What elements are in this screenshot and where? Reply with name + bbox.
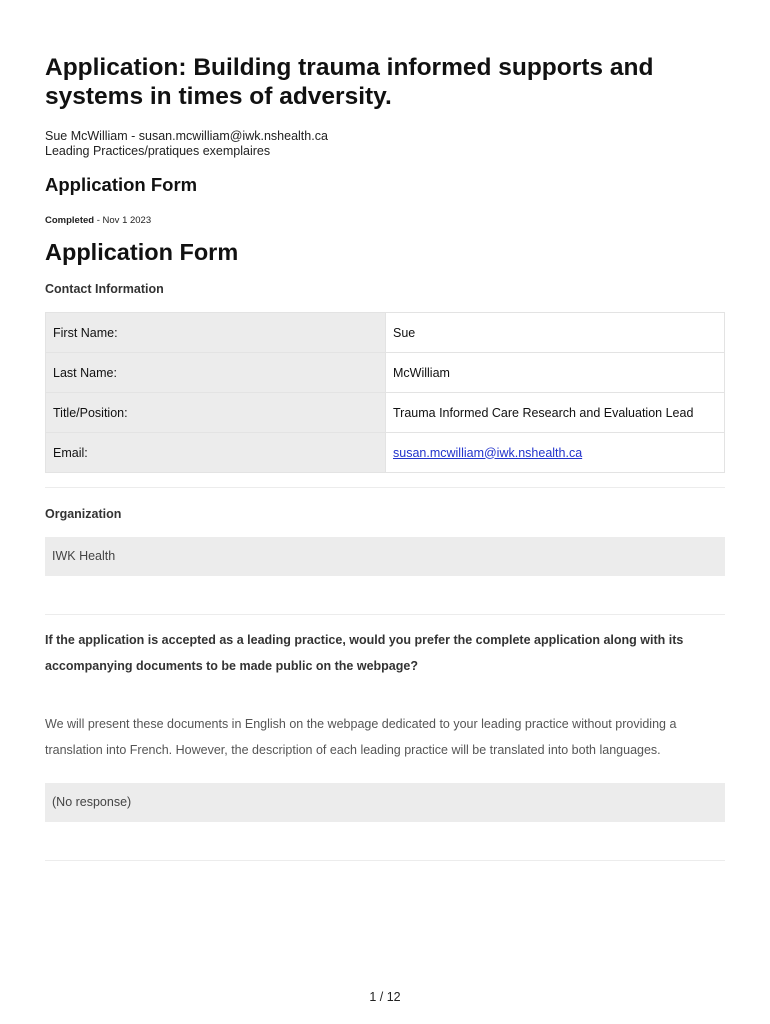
table-row (46, 433, 725, 473)
table-row (46, 393, 725, 433)
divider (45, 487, 725, 488)
field-value-title-position: Trauma Informed Care Research and Evaluation Lead (386, 393, 725, 433)
divider (45, 614, 725, 615)
publication-note: We will present these documents in English on the webpage dedicated to your leading practice without providing a translation into French. However, the description of each leading practice will be translated into both languages. (45, 717, 677, 757)
divider (45, 860, 725, 861)
document-title: Application: Building trauma informed supports and systems in times of adversity. (45, 54, 654, 110)
field-label-title-position: Title/Position: (46, 393, 386, 433)
field-value-email (386, 433, 725, 473)
page-indicator: 1 / 12 (369, 990, 401, 1004)
email-link[interactable]: susan.mcwilliam@iwk.nshealth.ca (393, 445, 583, 460)
organization-section-label: Organization (45, 507, 122, 521)
field-value-last-name: McWilliam (386, 353, 725, 393)
contact-section-label: Contact Information (45, 282, 164, 296)
organization-value: IWK Health (45, 537, 725, 576)
form-main-heading: Application Form (45, 239, 239, 265)
status-label: Completed (45, 215, 95, 226)
applicant-info (45, 129, 328, 159)
table-row (46, 353, 725, 393)
applicant-line: Sue McWilliam - susan.mcwilliam@iwk.nshealth.ca (45, 129, 328, 143)
field-label-first-name: First Name: (46, 313, 386, 353)
program-line: Leading Practices/pratiques exemplaires (45, 144, 271, 158)
contact-table (45, 312, 725, 473)
field-value-first-name: Sue (386, 313, 725, 353)
publication-response: (No response) (45, 783, 725, 822)
status-date: - Nov 1 2023 (94, 215, 152, 226)
table-row (46, 313, 725, 353)
completion-status (45, 215, 151, 227)
publication-question: If the application is accepted as a leading practice, would you prefer the complete application along with its accompanying documents to be made public on the webpage? (45, 633, 684, 673)
form-section-heading: Application Form (45, 174, 198, 195)
field-label-last-name: Last Name: (46, 353, 386, 393)
field-label-email: Email: (46, 433, 386, 473)
